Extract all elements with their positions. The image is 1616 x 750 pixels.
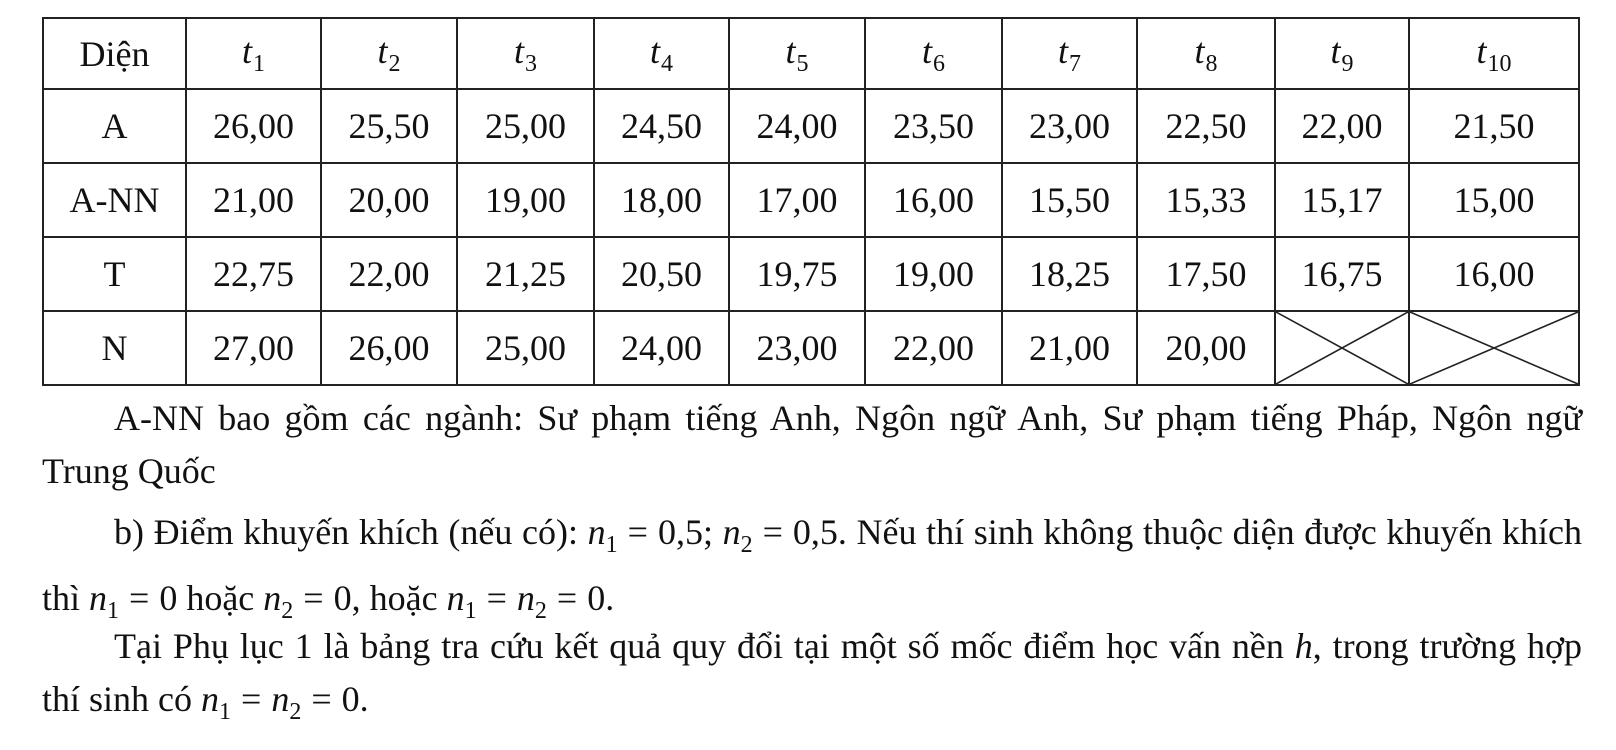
table-cell: 21,00: [186, 163, 321, 237]
header-cell-t6: $t_6$: [865, 18, 1002, 89]
table-cell: 23,00: [1002, 89, 1137, 163]
note-2-text-a: b) Điểm khuyến khích (nếu có):: [114, 512, 588, 552]
math-n2: $n_2$: [271, 679, 302, 725]
table-cell: 22,00: [865, 311, 1002, 385]
table-header-row: [43, 18, 1579, 89]
table-cell: 22,00: [321, 237, 457, 311]
math-n2: $n_2$: [516, 578, 547, 624]
header-cell-t4: $t_4$: [594, 18, 729, 89]
header-cell-t5: $t_5$: [729, 18, 865, 89]
row-label-cell: A-NN: [43, 163, 186, 237]
row-label-cell: T: [43, 237, 186, 311]
math-eq: =: [129, 578, 150, 618]
math-zero: 0: [341, 679, 360, 719]
table-cell: 17,00: [729, 163, 865, 237]
header-cell-t9: $t_9$: [1275, 18, 1409, 89]
table-cell: 21,50: [1409, 89, 1579, 163]
math-val-1: 0,5;: [657, 512, 713, 552]
table-cell: 24,00: [594, 311, 729, 385]
math-eq: =: [303, 578, 324, 618]
table-cell: 15,17: [1275, 163, 1409, 237]
math-eq: =: [311, 679, 332, 719]
table-cell: 27,00: [186, 311, 321, 385]
math-zero: 0: [333, 578, 352, 618]
table-cell: 21,25: [457, 237, 594, 311]
table-cell: 19,00: [457, 163, 594, 237]
math-n1: $n_1$: [587, 512, 618, 558]
math-h: h: [1294, 626, 1313, 666]
crossed-empty-cell: [1409, 311, 1579, 385]
table-row: [43, 311, 1579, 385]
cross-mark-icon: [1410, 312, 1578, 384]
math-val-2: 0,5: [792, 512, 838, 552]
header-cell-t7: $t_7$: [1002, 18, 1137, 89]
header-cell-t10: $t_{10}$: [1409, 18, 1579, 89]
math-eq: =: [486, 578, 507, 618]
note-3-end: .: [359, 679, 369, 719]
table-cell: 18,00: [594, 163, 729, 237]
table-cell: 16,75: [1275, 237, 1409, 311]
note-2-end: .: [605, 578, 615, 618]
header-cell-t2: $t_2$: [321, 18, 457, 89]
table-cell: 20,50: [594, 237, 729, 311]
table-row: [43, 89, 1579, 163]
header-cell-t1: $t_1$: [186, 18, 321, 89]
table-cell: 15,00: [1409, 163, 1579, 237]
table-cell: 22,00: [1275, 89, 1409, 163]
note-3-text-a: Tại Phụ lục 1 là bảng tra cứu kết quả quy đổi tại một số mốc điểm học vấn nền: [114, 626, 1295, 666]
table-cell: 20,00: [321, 163, 457, 237]
row-label-cell: N: [43, 311, 186, 385]
math-n2: $n_2$: [263, 578, 294, 624]
table-cell: 18,25: [1002, 237, 1137, 311]
math-eq: =: [556, 578, 578, 618]
table-row: [43, 163, 1579, 237]
note-2-text-d: , hoặc: [351, 578, 447, 618]
header-label-cell: Diện: [43, 18, 186, 89]
table-cell: 15,33: [1137, 163, 1275, 237]
table-cell: 15,50: [1002, 163, 1137, 237]
table-cell: 16,00: [865, 163, 1002, 237]
note-2-text-b: . Nếu thí sinh không thuộc diện được khuyến khích thì: [42, 512, 1582, 618]
math-zero: 0: [159, 578, 178, 618]
table-cell: 19,75: [729, 237, 865, 311]
table-body: [43, 89, 1579, 385]
table-cell: 22,50: [1137, 89, 1275, 163]
note-1-text: A-NN bao gồm các ngành: Sư phạm tiếng Anh, Ngôn ngữ Anh, Sư phạm tiếng Pháp, Ngôn ngữ Trung Quốc: [42, 398, 1582, 491]
table-cell: 25,00: [457, 311, 594, 385]
table-cell: 21,00: [1002, 311, 1137, 385]
table-cell: 24,50: [594, 89, 729, 163]
table-cell: 22,75: [186, 237, 321, 311]
table-cell: 24,00: [729, 89, 865, 163]
note-2-text-c: hoặc: [177, 578, 264, 618]
row-label-cell: A: [43, 89, 186, 163]
math-eq: =: [762, 512, 783, 552]
note-paragraph-2: [42, 506, 1582, 638]
table-cell: 26,00: [186, 89, 321, 163]
table-cell: 23,50: [865, 89, 1002, 163]
table-cell: 26,00: [321, 311, 457, 385]
crossed-empty-cell: [1275, 311, 1409, 385]
header-cell-t3: $t_3$: [457, 18, 594, 89]
math-zero: 0: [587, 578, 606, 618]
header-cell-t8: $t_8$: [1137, 18, 1275, 89]
math-eq: =: [627, 512, 648, 552]
math-eq: =: [241, 679, 262, 719]
table-cell: 17,50: [1137, 237, 1275, 311]
note-paragraph-3: [42, 620, 1582, 739]
table-cell: 20,00: [1137, 311, 1275, 385]
table-cell: 25,00: [457, 89, 594, 163]
table-row: [43, 237, 1579, 311]
table-cell: 19,00: [865, 237, 1002, 311]
table-cell: 25,50: [321, 89, 457, 163]
note-paragraph-1: [42, 392, 1582, 498]
conversion-table: [42, 17, 1580, 386]
note-3-text-b: , trong trường hợp thí sinh có: [42, 626, 1582, 719]
math-n1: $n_1$: [201, 679, 231, 725]
table-cell: 16,00: [1409, 237, 1579, 311]
math-n2: $n_2$: [722, 512, 753, 558]
table-cell: 23,00: [729, 311, 865, 385]
math-n1: $n_1$: [446, 578, 477, 624]
math-n1: $n_1$: [89, 578, 120, 624]
cross-mark-icon: [1276, 312, 1408, 384]
